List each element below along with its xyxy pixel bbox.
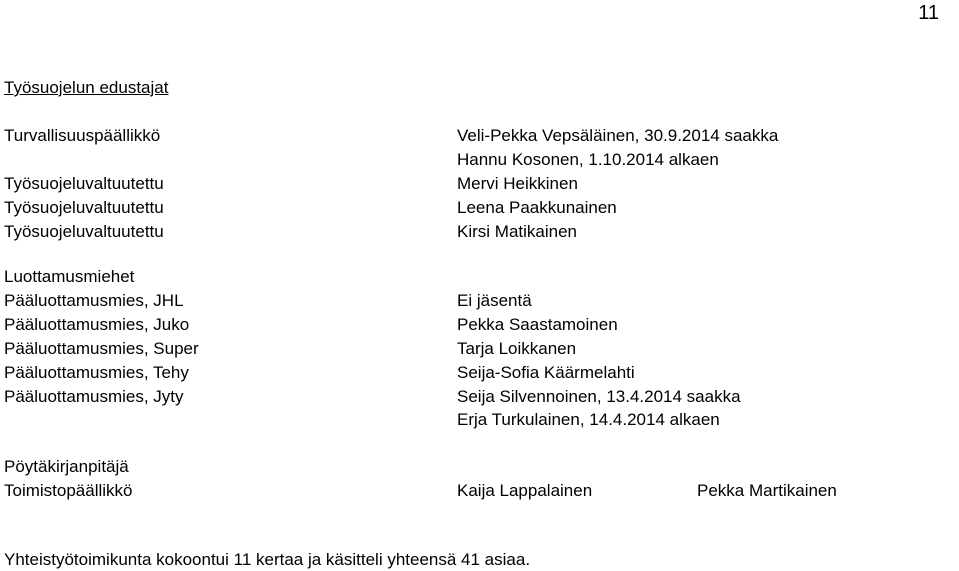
person-name: Kaija Lappalainen <box>457 481 593 500</box>
person-name: Leena Paakkunainen <box>457 198 617 217</box>
person-name: Pekka Martikainen <box>697 481 837 500</box>
role-label: Työsuojeluvaltuutettu <box>4 174 164 193</box>
person-name: Kirsi Matikainen <box>457 222 577 241</box>
section-heading-luottamusmiehet: Luottamusmiehet <box>4 267 135 286</box>
person-name: Pekka Saastamoinen <box>457 315 618 334</box>
role-label: Toimistopäällikkö <box>4 481 133 500</box>
role-label: Pääluottamusmies, Tehy <box>4 363 189 382</box>
role-label: Pääluottamusmies, Super <box>4 339 199 358</box>
summary-text: Yhteistyötoimikunta kokoontui 11 kertaa ja käsitteli yhteensä 41 asiaa. <box>4 550 531 569</box>
role-label: Työsuojeluvaltuutettu <box>4 222 164 241</box>
person-name: Mervi Heikkinen <box>457 174 578 193</box>
person-name: Seija Silvennoinen, 13.4.2014 saakka <box>457 387 741 406</box>
role-label: Turvallisuuspäällikkö <box>4 126 161 145</box>
role-label: Pääluottamusmies, Jyty <box>4 387 184 406</box>
person-name: Erja Turkulainen, 14.4.2014 alkaen <box>457 410 720 429</box>
person-name: Hannu Kosonen, 1.10.2014 alkaen <box>457 150 719 169</box>
role-label: Pääluottamusmies, JHL <box>4 291 184 310</box>
page-number: 11 <box>918 2 939 24</box>
role-label: Pääluottamusmies, Juko <box>4 315 190 334</box>
person-name: Seija-Sofia Käärmelahti <box>457 363 635 382</box>
person-name: Ei jäsentä <box>457 291 532 310</box>
person-name: Veli-Pekka Vepsäläinen, 30.9.2014 saakka <box>457 126 779 145</box>
person-name: Tarja Loikkanen <box>457 339 577 358</box>
section-heading-tyosuojelu: Työsuojelun edustajat <box>4 78 169 97</box>
role-label: Työsuojeluvaltuutettu <box>4 198 164 217</box>
section-heading-poytakirjanpitaja: Pöytäkirjanpitäjä <box>4 457 129 476</box>
